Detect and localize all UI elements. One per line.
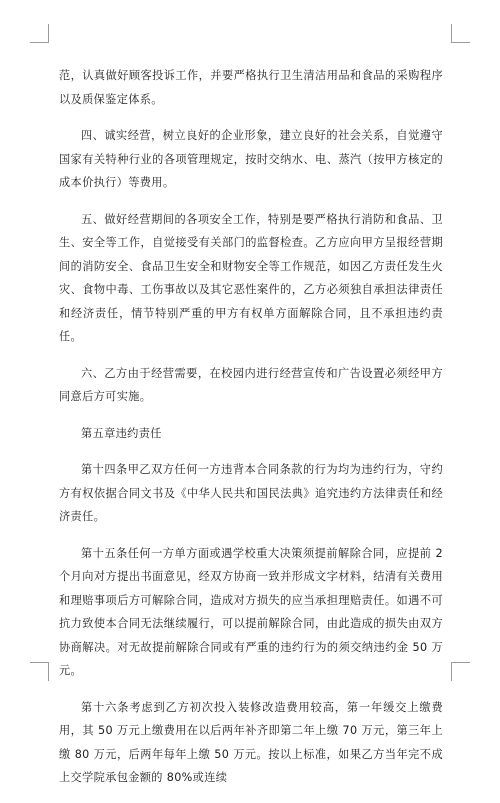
paragraph-continuation: 范，认真做好顾客投诉工作，并要严格执行卫生清洁用品和食品的采购程序以及质保鉴定体系。 — [59, 69, 443, 106]
paragraph-article-16: 第十六条考虑到乙方初次投入装修改造费用较高，第一年缓交上缴费用，其 50 万元上缴费用在以后两年补齐即第二年上缴 70 万元，第三年上缴 80 万元，后两年每年上缴 50 万元。按以上标准，如果乙方当年完不成上交学院承包金额的 80%或连续 — [59, 700, 443, 784]
paragraph-item-4: 四、诚实经营，树立良好的企业形象，建立良好的社会关系，自觉遵守国家有关特种行业的各项管理规定，按时交纳水、电、蒸汽（按甲方核定的成本价执行）等费用。 — [59, 129, 443, 189]
paragraph-article-14: 第十四条甲乙双方任何一方违背本合同条款的行为均为违约行为，守约方有权依据合同文书及《中华人民共和国民法典》追究违约方法律责任和经济责任。 — [59, 463, 443, 523]
paragraph-item-5: 五、做好经营期间的各项安全工作，特别是要严格执行消防和食品、卫生、安全等工作，自觉接受有关部门的监督检查。乙方应向甲方呈报经营期间的消防安全、食品卫生安全和财物安全等工作规范，如因乙方责任发生火灾、食物中毒、工伤事故以及其它恶性案件的，乙方必须独自承担法律责任和经济责任，情节特别严重的甲方有权单方面解除合同，且不承担违约责任。 — [59, 212, 443, 343]
crop-mark-bottom-left — [30, 662, 49, 681]
chapter-heading: 第五章违约责任 — [81, 426, 162, 440]
paragraph-item-6: 六、乙方由于经营需要，在校园内进行经营宣传和广告设置必须经甲方同意后方可实施。 — [59, 366, 443, 403]
document-body — [59, 64, 443, 803]
crop-mark-top-right — [451, 24, 470, 43]
crop-mark-bottom-right — [451, 662, 470, 681]
paragraph-article-15: 第十五条任何一方单方面或遇学校重大决策须提前解除合同，应提前 2 个月向对方提出书面意见，经双方协商一致并形成文字材料，结清有关费用和理赔事项后方可解除合同，造成对方损失的应当承担理赔责任。如遇不可抗力致使本合同无法继续履行，可以提前解除合同，由此造成的损失由双方协商解决。对无故提前解除合同或有严重的违约行为的须交纳违约金 50 万元。 — [59, 546, 443, 677]
crop-mark-top-left — [30, 24, 49, 43]
